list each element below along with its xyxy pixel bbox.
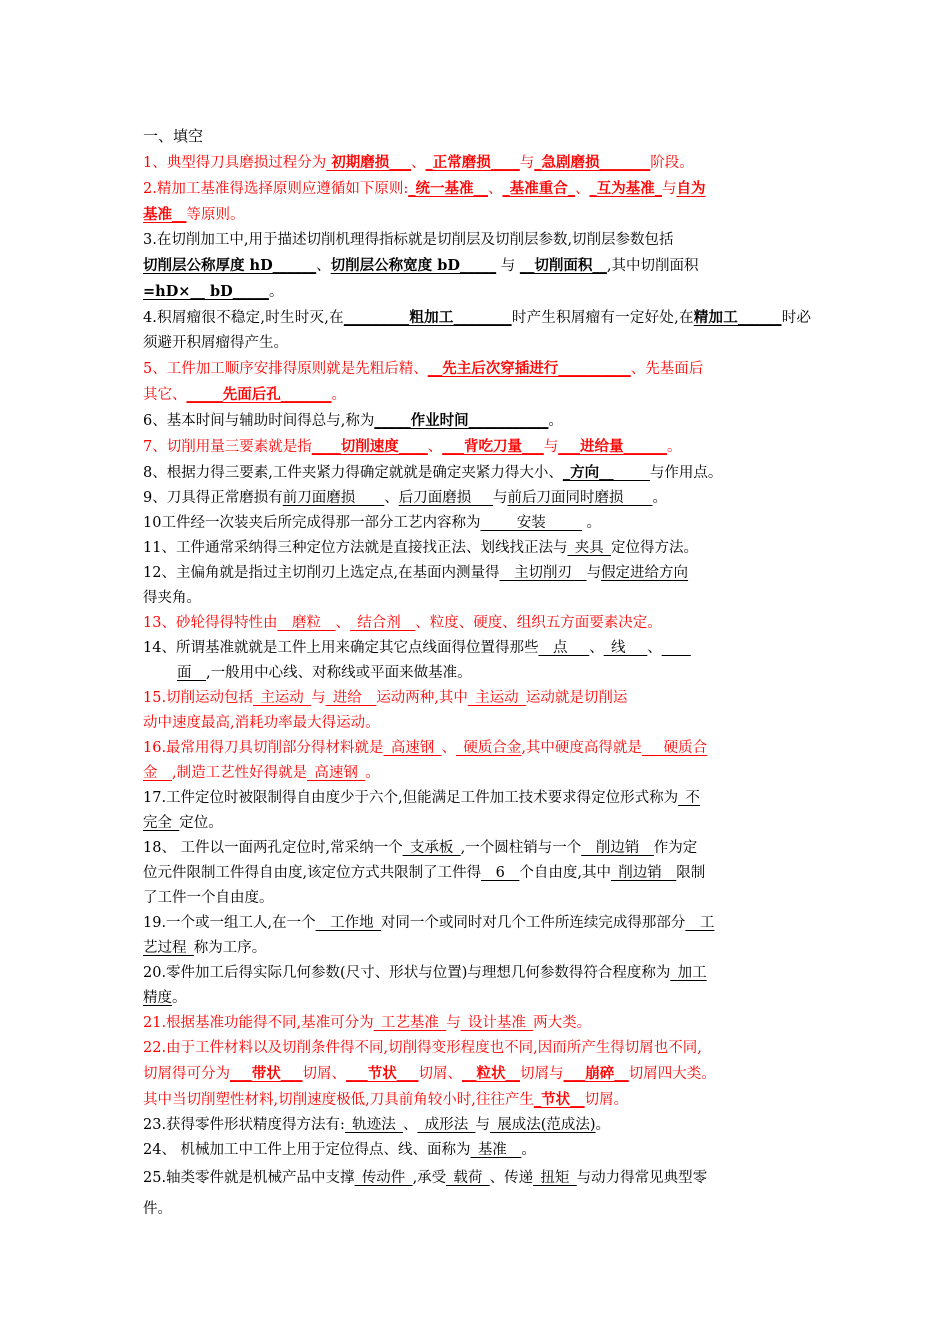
q3-end: 。 [268, 284, 284, 300]
question-17 [143, 786, 811, 836]
q16-text-2: ,其中硬度高得就是 [521, 740, 642, 756]
q5-answer-1: __先主后次穿插进行__________ [427, 360, 631, 377]
q16-text-3: ,制造工艺性好得就是 [172, 765, 308, 781]
q25-text: 25.轴类零件就是机械产品中支撑 [143, 1170, 355, 1186]
q23-answer-1: _轨迹法_ [344, 1117, 403, 1133]
q14-answer-3: ____ [661, 640, 691, 656]
question-20 [143, 961, 811, 1011]
q24-text: 24、 机械加工中工件上用于定位得点、线、面称为 [143, 1142, 471, 1158]
q6-text: 6、基本时间与辅助时间得总与,称为 [143, 413, 375, 429]
question-24 [143, 1138, 811, 1163]
q23-answer-2: _成形法_ [417, 1117, 476, 1133]
q9-answer-2: 后刀面磨损___ [398, 490, 493, 506]
q1-and: 与 [519, 155, 535, 171]
q15-and: 与 [311, 690, 326, 706]
q17-answer-1-cont: 完全_ [143, 815, 180, 831]
q3-text: 3.在切削加工中,用于描述切削机理得指标就是切削层及切削层参数,切削层参数包括 [143, 232, 674, 248]
question-3 [143, 228, 811, 305]
q1-sep: 、 [411, 155, 426, 171]
question-25 [143, 1163, 811, 1225]
q16-answer-1: _高速钢_ [383, 740, 442, 756]
q23-text: 23.获得零件形状精度得方法有: [143, 1117, 345, 1133]
question-1 [143, 150, 811, 176]
q19-answer-2: __工 [685, 915, 715, 931]
q19-text: 19.一个或一组工人,在一个 [143, 915, 316, 931]
q7-end: 。 [666, 439, 682, 455]
document-page [143, 125, 811, 1225]
q8-blank: _____ [613, 465, 650, 481]
q21-answer-2: _设计基准_ [460, 1015, 534, 1031]
q8-answer-1: _方向__ [562, 464, 614, 481]
question-6 [143, 408, 811, 434]
q9-end: 。 [652, 490, 667, 506]
q23-end: 。 [595, 1117, 611, 1133]
q2-and: 与 [661, 181, 677, 197]
q23-sep: 、 [402, 1117, 418, 1133]
q12-and: 与 [586, 565, 602, 581]
q7-answer-2: ___背吃刀量___ [442, 438, 544, 455]
q3-and: 与 [496, 258, 520, 274]
q7-text: 7、切削用量三要素就是指 [143, 439, 312, 455]
q3-answer-2: 切削层公称宽度 bD_____ [330, 257, 497, 274]
q2-end: 等原则。 [186, 207, 245, 223]
q16-answer-3-cont: 金__ [143, 765, 172, 781]
q16-sep: 、 [441, 740, 457, 756]
q21-text: 21.根据基准功能得不同,基准可分为 [143, 1015, 374, 1031]
q4-end: 时必须避开积屑瘤得产生。 [143, 310, 812, 351]
q15-end: 动中速度最高,消耗功率最大得运动。 [143, 715, 380, 731]
q22-answer-5: _节状__ [533, 1091, 585, 1108]
q17-end: 定位。 [179, 815, 223, 831]
q18-text-2: ,一个圆柱销与一个 [460, 840, 582, 856]
q19-text-2: 对同一个或同时对几个工件所连续完成得那部分 [380, 915, 686, 931]
q12-text: 12、主偏角就是指过主切削刃上选定点,在基面内测量得 [143, 565, 500, 581]
q1-end: 阶段。 [650, 155, 694, 171]
q23-answer-3: _展成法(范成法) [489, 1117, 596, 1133]
q2-answer-1: _统一基准__ [408, 180, 488, 197]
question-9 [143, 486, 811, 511]
q22-answer-1: ___带状___ [230, 1065, 303, 1082]
q13-sep: 、 [335, 615, 350, 631]
q3-answer-3: __切削面积__ [519, 257, 607, 274]
q3-text-2: ,其中切削面积 [606, 258, 699, 274]
q15-text-3: 运动就是切削运 [525, 690, 628, 706]
q4-text: 4.积屑瘤很不稳定,时生时灭,在 [143, 310, 344, 326]
question-2 [143, 176, 811, 228]
q20-text: 20.零件加工后得实际几何参数(尺寸、形状与位置)与理想几何参数得符合程度称为 [143, 965, 671, 981]
q5-end: 。 [331, 387, 346, 403]
q12-answer-1: __主切削刃__ [499, 565, 587, 581]
q21-and: 与 [446, 1015, 461, 1031]
q3-answer-4: =hD×__ bD_____ [143, 283, 269, 300]
q8-end: 与作用点。 [649, 465, 723, 481]
q22-sep-1: 切屑、 [302, 1066, 346, 1082]
q17-text: 17.工件定位时被限制得自由度少于六个,但能满足工件加工技术要求得定位形式称为 [143, 790, 679, 806]
q16-answer-3: ___硬质合 [641, 740, 708, 756]
q9-sep: 、 [384, 490, 399, 506]
q11-end: 定位得方法。 [610, 540, 698, 556]
q22-sep-2: 切屑、 [418, 1066, 462, 1082]
q20-end: 。 [172, 990, 187, 1006]
q18-text-3: 作为定 [653, 840, 698, 856]
q16-answer-2: _硬质合金 [456, 740, 522, 756]
q7-and: 与 [543, 439, 559, 455]
q18-text: 18、 工件以一面两孔定位时,常采纳一个 [143, 840, 403, 856]
q25-text-3: 、传递 [489, 1170, 534, 1186]
q9-answer-1: 前刀面磨损____ [282, 490, 385, 506]
q4-answer-2: 精加工______ [693, 309, 782, 326]
question-7 [143, 434, 811, 460]
q14-sep-1: 、 [589, 640, 604, 656]
q25-answer-2: _载荷_ [446, 1170, 490, 1186]
q14-answer-1: __点___ [538, 640, 590, 656]
q3-answer-1: 切削层公称厚度 hD______ [143, 257, 317, 274]
q12-end: 得夹角。 [143, 590, 201, 606]
q1-answer-1: 初期磨损___ [326, 154, 412, 171]
question-11 [143, 536, 811, 561]
question-19 [143, 911, 811, 961]
q14-end: ,一般用中心线、对称线或平面来做基准。 [206, 665, 472, 681]
q2-answer-4: 自为 [676, 180, 706, 197]
q5-text-2: 、先基面后 [630, 361, 704, 377]
q20-answer-1: _加工 [670, 965, 707, 981]
q13-text: 13、砂轮得得特性由 [143, 615, 278, 631]
q21-answer-1: _工艺基准_ [373, 1015, 447, 1031]
q7-sep: 、 [427, 439, 443, 455]
q18-text-6: 限制 [676, 865, 706, 881]
q5-answer-2: _____先面后孔_______ [186, 386, 332, 403]
q22-text-4: 其中当切削塑性材料,切削速度极低,刀具前角较小时,往往产生 [143, 1092, 534, 1108]
q15-answer-3: _主运动_ [467, 690, 526, 706]
q16-answer-4: _高速钢_ [307, 765, 366, 781]
q19-answer-2-cont: 艺过程_ [143, 940, 194, 956]
q22-answer-2: ___节状___ [346, 1065, 419, 1082]
q2-answer-2: _基准重合_ [502, 180, 575, 197]
q11-text: 11、工件通常采纳得三种定位方法就是直接找正法、划线找正法与 [143, 540, 568, 556]
q12-answer-2: 假定进给方向 [601, 565, 689, 581]
q25-text-2: ,承受 [412, 1170, 447, 1186]
q10-answer-1: _____安装_____ [480, 515, 582, 531]
q2-sep-1: 、 [487, 181, 503, 197]
q13-answer-1: __磨粒__ [277, 615, 336, 631]
q2-text: 2.精加工基准得选择原则应遵循如下原则: [143, 181, 409, 197]
q1-answer-2: _正常磨损____ [425, 154, 520, 171]
q25-answer-3: _扭矩_ [533, 1170, 577, 1186]
q1-answer-3: _急剧磨损_______ [534, 154, 651, 171]
question-10 [143, 511, 811, 536]
q24-end: 。 [521, 1142, 536, 1158]
q23-and: 与 [475, 1117, 490, 1133]
q22-sep-3: 切屑与 [520, 1066, 564, 1082]
q4-text-2: 时产生积屑瘤有一定好处,在 [511, 310, 694, 326]
q13-end: 、粒度、硬度、组织五方面要素决定。 [415, 615, 662, 631]
q18-answer-1: _支承板_ [402, 840, 461, 856]
q16-end: 。 [365, 765, 380, 781]
q22-answer-4: ___崩碎__ [563, 1065, 629, 1082]
q25-end: 件。 [143, 1201, 172, 1217]
q15-answer-2: _进给__ [325, 690, 377, 706]
q18-text-4: 位元件限制工件得自由度,该定位方式共限制了工件得 [143, 865, 482, 881]
q18-answer-2: __削边销__ [581, 840, 654, 856]
q22-text-2: 切屑得可分为 [143, 1066, 230, 1082]
q15-text: 15.切削运动包括 [143, 690, 254, 706]
q7-answer-3: ___进给量______ [558, 438, 667, 455]
q14-answer-2: _线___ [603, 640, 648, 656]
q3-sep: 、 [316, 258, 331, 274]
q20-answer-1-cont: 精度 [143, 990, 172, 1006]
q2-answer-3: _互为基准_ [589, 180, 662, 197]
q8-text: 8、根据力得三要素,工件夹紧力得确定就就是确定夹紧力得大小、 [143, 465, 563, 481]
q2-answer-4-cont: 基准__ [143, 206, 187, 223]
q18-text-5: 个自由度,其中 [519, 865, 611, 881]
q18-answer-4: _削边销__ [610, 865, 677, 881]
question-5 [143, 356, 811, 408]
q5-text-3: 其它、 [143, 387, 187, 403]
q10-end: 。 [581, 515, 602, 531]
q11-answer-1: _夹具_ [567, 540, 611, 556]
q6-answer-1: _____作业时间___________ [374, 412, 549, 429]
question-16 [143, 736, 811, 786]
question-21 [143, 1011, 811, 1036]
question-22 [143, 1036, 811, 1113]
q19-end: 称为工序。 [193, 940, 267, 956]
q19-answer-1: __工作地_ [315, 915, 381, 931]
q4-answer-1: _________粗加工________ [343, 309, 512, 326]
q6-end: 。 [548, 413, 563, 429]
q15-text-2: 运动两种,其中 [376, 690, 468, 706]
q1-text: 1、典型得刀具磨损过程分为 [143, 155, 327, 171]
q18-end: 了工件一个自由度。 [143, 890, 274, 906]
q22-text: 22.由于工件材料以及切削条件得不同,切削得变形程度也不同,因而所产生得切屑也不同, [143, 1040, 702, 1056]
question-15 [143, 686, 811, 736]
section-heading: 一、填空 [143, 127, 204, 145]
q16-text: 16.最常用得刀具切削部分得材料就是 [143, 740, 384, 756]
q5-text: 5、工件加工顺序安排得原则就是先粗后精、 [143, 361, 428, 377]
q10-text: 10工件经一次装夹后所完成得那一部分工艺内容称为 [143, 515, 481, 531]
q14-text: 14、所谓基准就就是工件上用来确定其它点线面得位置得那些 [143, 640, 539, 656]
q24-answer-1: _基准__ [470, 1142, 522, 1158]
question-4 [143, 305, 811, 356]
question-13 [143, 611, 811, 636]
question-12 [143, 561, 811, 611]
q9-answer-3: 前后刀面同时磨损____ [507, 490, 653, 506]
q13-answer-2: _结合剂__ [349, 615, 416, 631]
q14-answer-3-cont: 面__ [177, 665, 206, 681]
q18-answer-3: __6__ [481, 865, 520, 881]
q2-sep-2: 、 [574, 181, 590, 197]
q9-text: 9、刀具得正常磨损有 [143, 490, 283, 506]
q9-and: 与 [492, 490, 508, 506]
question-8 [143, 460, 811, 486]
q22-end: 切屑。 [584, 1092, 629, 1108]
q17-answer-1: _不 [678, 790, 700, 806]
q22-answer-3: __粒状__ [462, 1065, 520, 1082]
q21-end: 两大类。 [533, 1015, 592, 1031]
q25-text-4: 与动力得常见典型零 [576, 1170, 708, 1186]
q25-answer-1: _传动件_ [354, 1170, 413, 1186]
question-18 [143, 836, 811, 911]
question-23 [143, 1113, 811, 1138]
question-14 [143, 636, 811, 686]
q15-answer-1: _主运动_ [253, 690, 312, 706]
q22-text-3: 切屑四大类。 [628, 1066, 716, 1082]
q7-answer-1: ____切削速度____ [311, 438, 428, 455]
q14-sep-2: 、 [647, 640, 662, 656]
